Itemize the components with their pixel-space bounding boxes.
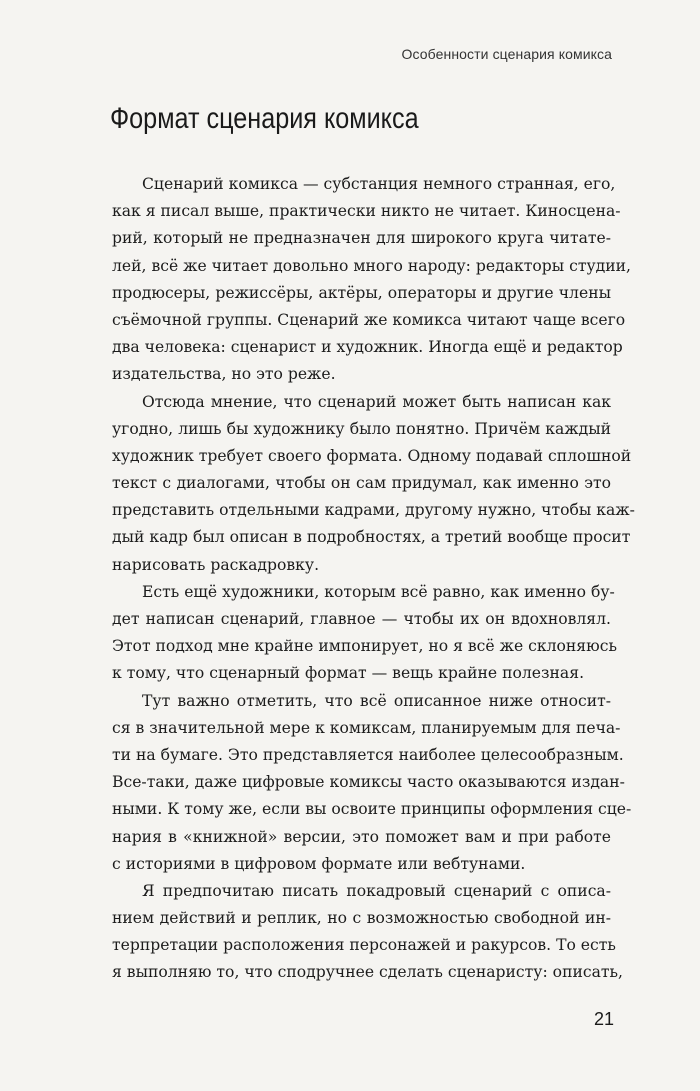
chapter-title: Формат сценария комикса [110, 102, 419, 135]
text-line: Этот подход мне крайне импонирует, но я всё же склоняюсь [112, 637, 617, 656]
text-line: съёмочной группы. Сценарий же комикса читают чаще всего [112, 310, 626, 329]
paragraph [112, 579, 617, 688]
text-line: Я предпочитаю писать покадровый сценарий с описа- [142, 881, 611, 900]
text-line: как я писал выше, практически никто не читает. Киносцена- [112, 202, 621, 221]
text-line: ся в значительной мере к комиксам, планируемым для печа- [112, 718, 621, 737]
text-line: к тому, что сценарный формат — вещь крайне полезная. [112, 664, 585, 683]
text-line: Все-таки, даже цифровые комиксы часто оказываются издан- [112, 773, 625, 792]
text-line: текст с диалогами, чтобы он сам придумал, как именно это [112, 474, 611, 493]
paragraph [112, 688, 632, 878]
running-head: Особенности сценария комикса [401, 46, 612, 62]
text-line: с историями в цифровом формате или вебтунами. [112, 854, 526, 873]
text-line: терпретации расположения персонажей и ракурсов. То есть [112, 936, 616, 955]
text-line: нария в «книжной» версии, это поможет вам и при работе [112, 827, 611, 846]
text-line: художник требует своего формата. Одному подавай сплошной [112, 446, 632, 465]
page-number: 21 [593, 1009, 614, 1029]
paragraph [112, 878, 623, 987]
text-line: дый кадр был описан в подробностях, а третий вообще просит [112, 528, 631, 547]
text-line: дет написан сценарий, главное — чтобы их он вдохновлял. [112, 610, 611, 628]
text-line: два человека: сценарист и художник. Иногда ещё и редактор [112, 338, 623, 357]
paragraph [112, 171, 631, 389]
text-line: нарисовать раскадровку. [112, 555, 320, 574]
text-line: представить отдельными кадрами, другому нужно, чтобы каж- [112, 501, 635, 520]
text-line: рий, который не предназначен для широкого круга читате- [112, 229, 611, 248]
text-line: ными. К тому же, если вы освоите принципы оформления сце- [112, 800, 632, 819]
text-line: ти на бумаге. Это представляется наиболее целесообразным. [112, 745, 624, 764]
text-line: я выполняю то, что сподручнее сделать сценаристу: описать, [112, 963, 623, 982]
text-line: издательства, но это реже. [112, 365, 336, 384]
paragraph [112, 389, 635, 579]
text-line: Есть ещё художники, которым всё равно, как именно бу- [142, 582, 615, 601]
text-line: Тут важно отметить, что всё описанное ниже относит- [142, 691, 611, 710]
text-line: угодно, лишь бы художнику было понятно. Причём каждый [112, 419, 611, 438]
body-text [112, 171, 635, 987]
text-line: лей, всё же читает довольно много народу: редакторы студии, [112, 256, 631, 275]
text-line: Сценарий комикса — субстанция немного странная, его, [142, 175, 616, 193]
text-line: нием действий и реплик, но с возможностью свободной ин- [112, 909, 611, 928]
text-line: продюсеры, режиссёры, актёры, операторы и другие члены [112, 283, 611, 302]
text-line: Отсюда мнение, что сценарий может быть написан как [142, 392, 611, 411]
